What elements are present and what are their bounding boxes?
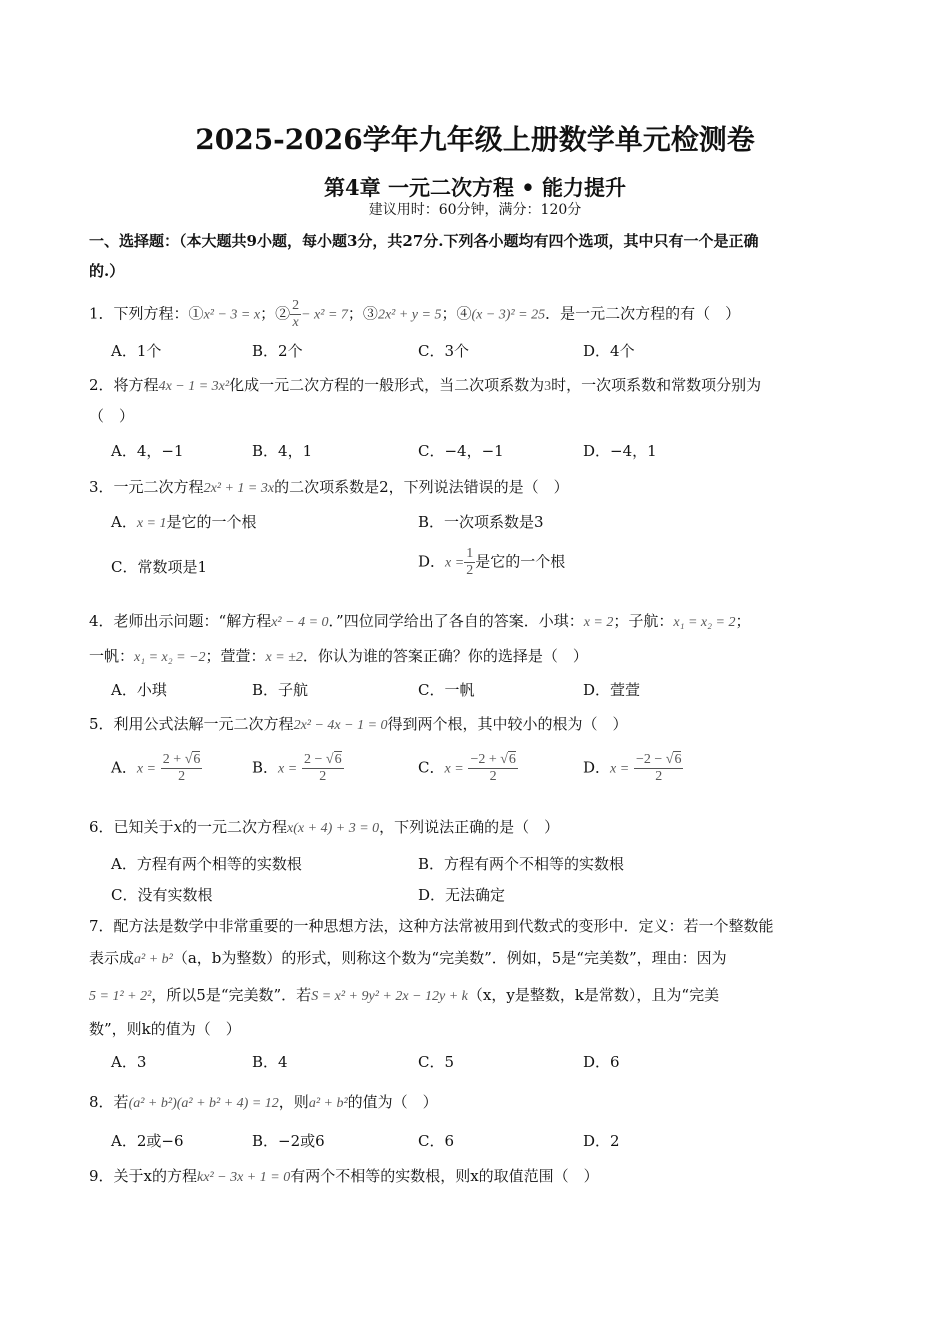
question-4: 4．老师出示问题：“解方程x² − 4 = 0．”四位同学给出了各自的答案．小琪：x = 2；子航：x₁ = x₂ = 2；	[89, 612, 751, 630]
question-6: 6．已知关于x的一元二次方程x(x + 4) + 3 = 0，下列说法正确的是（ ）	[89, 818, 560, 836]
q5-option-b[interactable]: B．x = $\frac{2 - √6}{2}$	[252, 752, 342, 784]
q3-option-a[interactable]: A．x = 1是它的一个根	[111, 513, 257, 531]
q8-option-a[interactable]: A．2或−6	[111, 1132, 184, 1150]
q2-option-c[interactable]: C．−4，−1	[418, 442, 504, 460]
q7-option-c[interactable]: C．5	[418, 1053, 455, 1071]
question-7: 7．配方法是数学中非常重要的一种思想方法，这种方法常被用到代数式的变形中．定义：若一个整数能	[89, 917, 774, 935]
q5-option-c[interactable]: C．x = $\frac{-2 + √6}{2}$	[418, 752, 516, 784]
q2-blank: （ ）	[89, 407, 135, 425]
q8-option-c[interactable]: C．6	[418, 1132, 455, 1150]
question-3: 3．一元二次方程2x² + 1 = 3x的二次项系数是2，下列说法错误的是（ ）	[89, 478, 569, 496]
q5-option-d[interactable]: D．x = $\frac{-2 - √6}{2}$	[583, 752, 682, 784]
q2-option-b[interactable]: B．4，1	[252, 442, 313, 460]
question-7-line3: 5 = 1² + 2²，所以5是“完美数”．若S = x² + 9y² + 2x − 12y + k（x，y是整数，k是常数），且为“完美	[89, 986, 720, 1004]
question-7-line2: 表示成a² + b²（a，b为整数）的形式，则称这个数为“完美数”．例如，5是“完美数”，理由：因为	[89, 949, 727, 967]
q4-option-b[interactable]: B．子航	[252, 681, 309, 699]
question-9: 9．关于x的方程kx² − 3x + 1 = 0有两个不相等的实数根，则x的取值范围（ ）	[89, 1167, 599, 1185]
q8-option-b[interactable]: B．−2或6	[252, 1132, 325, 1150]
q7-option-a[interactable]: A．3	[111, 1053, 147, 1071]
q1-option-a[interactable]: A．1个	[111, 342, 162, 360]
q2-option-a[interactable]: A．4，−1	[111, 442, 184, 460]
question-2: 2．将方程4x − 1 = 3x²化成一元二次方程的一般形式，当二次项系数为3时，一次项系数和常数项分别为	[89, 376, 762, 394]
q6-option-d[interactable]: D．无法确定	[418, 886, 506, 904]
q6-option-a[interactable]: A．方程有两个相等的实数根	[111, 855, 302, 873]
q2-option-d[interactable]: D．−4，1	[583, 442, 657, 460]
q6-option-b[interactable]: B．方程有两个不相等的实数根	[418, 855, 625, 873]
q7-option-d[interactable]: D．6	[583, 1053, 620, 1071]
q3-option-c[interactable]: C．常数项是1	[111, 558, 208, 576]
q1-option-c[interactable]: C．3个	[418, 342, 470, 360]
q4-option-c[interactable]: C．一帆	[418, 681, 475, 699]
section-heading: 一、选择题：（本大题共9小题，每小题3分，共27分.下列各小题均有四个选项，其中只有一个是正确	[89, 232, 759, 250]
q4-option-a[interactable]: A．小琪	[111, 681, 167, 699]
q1-option-d[interactable]: D．4个	[583, 342, 635, 360]
q1-option-b[interactable]: B．2个	[252, 342, 303, 360]
q3-option-b[interactable]: B．一次项系数是3	[418, 513, 544, 531]
question-8: 8．若(a² + b²)(a² + b² + 4) = 12，则a² + b²的值为（ ）	[89, 1093, 438, 1111]
section-heading-cont: 的.）	[89, 262, 125, 280]
chapter-subtitle: 第4章 一元二次方程 • 能力提升	[324, 175, 626, 200]
q4-option-d[interactable]: D．萱萱	[583, 681, 641, 699]
q5-option-a[interactable]: A．x = $\frac{2 + √6}{2}$	[111, 752, 201, 784]
time-note: 建议用时：60分钟，满分：120分	[368, 202, 582, 218]
q8-option-d[interactable]: D．2	[583, 1132, 620, 1150]
page-title: 2025-2026学年九年级上册数学单元检测卷	[195, 123, 755, 156]
question-5: 5．利用公式法解一元二次方程2x² − 4x − 1 = 0得到两个根，其中较小的根为（ ）	[89, 715, 628, 733]
q6-option-c[interactable]: C．没有实数根	[111, 886, 213, 904]
question-4-cont: 一帆：x₁ = x₂ = −2；萱萱：x = ±2．你认为谁的答案正确？你的选择是（ ）	[89, 647, 588, 665]
question-7-line4: 数”，则k的值为（ ）	[89, 1020, 241, 1038]
q3-option-d[interactable]: D．x = $\frac{1}{2}$ 是它的一个根	[418, 546, 566, 578]
question-1: 1．下列方程：①x² − 3 = x；② $\frac{2}{x}$ − x² = 7；③2x² + y = 5；④(x − 3)² = 25．是一元二次方程的有（ ）	[89, 298, 741, 330]
q7-option-b[interactable]: B．4	[252, 1053, 288, 1071]
